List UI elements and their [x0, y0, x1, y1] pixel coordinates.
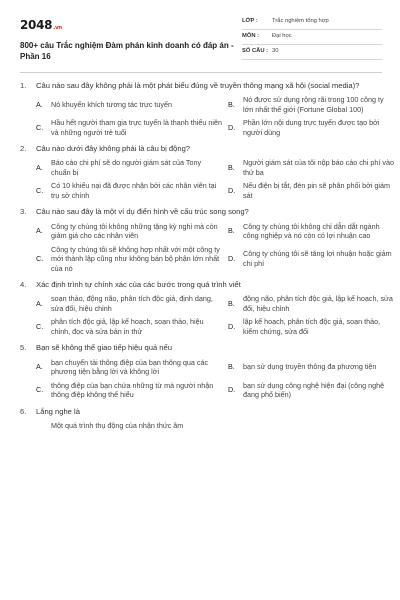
logo-suffix-text: .vn [53, 25, 62, 31]
option-text: phân tích độc giả, lập kế hoạch, soạn thảo, hiệu chỉnh, đọc và sửa bản in thử [51, 317, 204, 336]
option-grid [20, 95, 382, 137]
answer-option[interactable] [228, 245, 400, 274]
option-letter: A. [36, 362, 43, 372]
meta-table [242, 15, 382, 62]
question-header [20, 407, 382, 417]
question-number: 6. [20, 406, 27, 416]
worksheet-header [20, 14, 382, 73]
option-letter: D. [228, 254, 236, 264]
option-letter: D. [228, 186, 236, 196]
option-grid [20, 221, 392, 274]
question-item [20, 343, 385, 400]
question-item [20, 207, 392, 273]
option-letter: C. [36, 254, 44, 264]
question-number: 1. [20, 80, 27, 90]
meta-label: SỐ CÂU : [242, 48, 269, 55]
option-letter: B. [228, 362, 235, 372]
question-header [20, 280, 382, 290]
option-letter: B. [228, 163, 235, 173]
option-text: Một quá trình thụ động của nhận thức âm [51, 420, 184, 430]
option-letter: C. [36, 186, 44, 196]
meta-row-subject [242, 30, 382, 45]
option-letter: D. [228, 322, 236, 332]
option-text: bạn chuyển tải thông điệp của bạn thông qua các phương tiện bằng lời và không lời [51, 357, 209, 377]
option-letter: C. [36, 122, 44, 132]
option-letter: D. [228, 122, 236, 132]
option-text: thông điệp của bạn chứa những từ mà người nhận thông điệp không thể hiểu [51, 380, 214, 400]
option-text: Công ty chúng tôi không chỉ dẫn dắt ngành công nghiệp và nó còn có lợi nhuận cao [243, 221, 380, 241]
option-letter: B. [228, 99, 235, 109]
logo-main-text: 2048 [20, 18, 53, 32]
answer-option[interactable] [228, 358, 400, 377]
option-text: Hầu hết người tham gia trực tuyến là thanh thiếu niên và những người trẻ tuổi [51, 118, 222, 137]
answer-option[interactable] [228, 158, 400, 177]
option-letter: A. [36, 163, 43, 173]
answer-option[interactable] [36, 158, 228, 177]
option-letter: A. [36, 299, 43, 309]
question-number: 4. [20, 280, 27, 290]
meta-value: 30 [272, 48, 279, 55]
answer-option[interactable] [36, 118, 228, 137]
answer-option[interactable] [36, 95, 228, 114]
answer-option[interactable] [36, 317, 228, 336]
option-text: Công ty chúng tôi sẽ tăng lợi nhuận hoặc giảm chi phí [243, 249, 392, 268]
option-text: soạn thảo, động não, phân tích độc giả, định dạng, sửa đổi, hiệu chỉnh [51, 294, 213, 313]
answer-option[interactable] [228, 95, 400, 114]
question-text: Lắng nghe là [36, 406, 80, 416]
site-logo[interactable] [20, 17, 235, 33]
question-text: Câu nào dưới đây không phải là câu bị động? [36, 144, 191, 154]
option-text: Nó được sử dụng rộng rãi trong 100 công ty lớn nhất thế giới (Fortune Global 100) [243, 95, 384, 114]
answer-option[interactable] [36, 245, 228, 274]
option-letter: C. [36, 322, 44, 332]
answer-option[interactable] [36, 222, 228, 241]
question-number: 2. [20, 144, 27, 154]
option-grid [20, 357, 385, 400]
option-text: Phần lớn nội dung trực tuyến được tạo bởi người dùng [243, 118, 380, 137]
question-number: 3. [20, 207, 27, 217]
answer-option[interactable] [36, 358, 228, 377]
option-letter: C. [36, 385, 44, 395]
answer-option[interactable] [228, 381, 400, 400]
option-letter: A. [36, 226, 43, 236]
answer-option[interactable] [36, 181, 228, 200]
meta-value: Đại học [272, 33, 292, 40]
question-header [20, 81, 382, 91]
question-number: 5. [20, 343, 27, 353]
question-text: Câu nào sau đây không phải là một phát biểu đúng về truyền thông mạng xã hội (social media)? [36, 80, 360, 90]
meta-label: LỚP : [242, 18, 258, 25]
option-text: Báo cáo chi phí sẽ do người giám sát của Tony chuẩn bị [51, 158, 202, 177]
option-text: Công ty chúng tôi không những tặng kỳ nghỉ mà còn giảm giá cho các nhân viên [51, 221, 218, 241]
option-grid [20, 158, 394, 200]
option-letter: A. [36, 99, 43, 109]
answer-option[interactable] [228, 294, 400, 313]
answer-option[interactable] [228, 181, 400, 200]
question-text: Xác định trình tự chính xác của các bước trong quá trình viết [36, 280, 241, 290]
question-header [20, 207, 382, 217]
option-text: Có 10 khiếu nại đã được nhận bởi các nhân viên tại trụ sở chính [51, 181, 217, 200]
answer-option[interactable] [228, 317, 400, 336]
question-item [20, 280, 393, 336]
answer-option[interactable] [228, 222, 400, 241]
question-text: Bạn sẽ không thể giao tiếp hiệu quả nếu [36, 343, 172, 353]
meta-label: MÔN : [242, 33, 260, 40]
option-text: bạn sử dụng truyền thông đa phương tiện [243, 362, 377, 372]
question-list [20, 80, 394, 431]
option-text: Người giám sát của tôi nộp báo cáo chi phí vào thứ ba [243, 158, 394, 177]
option-text: Nếu điện bị tắt, đèn pin sẽ phân phối bởi giám sát [243, 181, 390, 200]
meta-row-class [242, 15, 382, 30]
meta-row-count [242, 45, 382, 60]
answer-option[interactable] [36, 381, 228, 400]
question-item [20, 407, 382, 431]
option-letter: B. [228, 226, 235, 236]
document-title: 800+ câu Trắc nghiệm Đàm phán kinh doanh có đáp án - Phần 16 [20, 41, 234, 61]
question-text: Câu nào sau đây là một ví dụ điển hình về cấu trúc song song? [36, 207, 249, 217]
option-text: Công ty chúng tôi sẽ không hợp nhất với một công ty mới thành lập cũng như không bán bộ phận lớn nhất của nó [51, 244, 220, 273]
answer-option[interactable] [36, 294, 228, 313]
question-header [20, 343, 382, 353]
option-grid [20, 294, 393, 336]
header-left [20, 14, 235, 62]
question-header [20, 144, 382, 154]
option-letter: B. [228, 299, 235, 309]
option-text: bạn sử dụng công nghệ hiện đại (công nghệ đang phổ biến) [243, 380, 385, 400]
meta-value: Trắc nghiệm tổng hợp [272, 18, 329, 25]
answer-option[interactable] [228, 118, 400, 137]
option-letter: D. [228, 385, 236, 395]
question-item [20, 81, 382, 137]
answer-option[interactable] [36, 421, 228, 431]
option-text: lập kế hoạch, phân tích độc giả, soạn thảo, kiểm chứng, sửa đổi [243, 317, 381, 336]
option-text: Nó khuyến khích tương tác trực tuyến [51, 99, 173, 109]
option-text: động não, phân tích độc giả, lập kế hoạch, sửa đổi, hiệu chỉnh [243, 294, 393, 313]
question-item [20, 144, 394, 200]
option-grid [20, 421, 382, 431]
